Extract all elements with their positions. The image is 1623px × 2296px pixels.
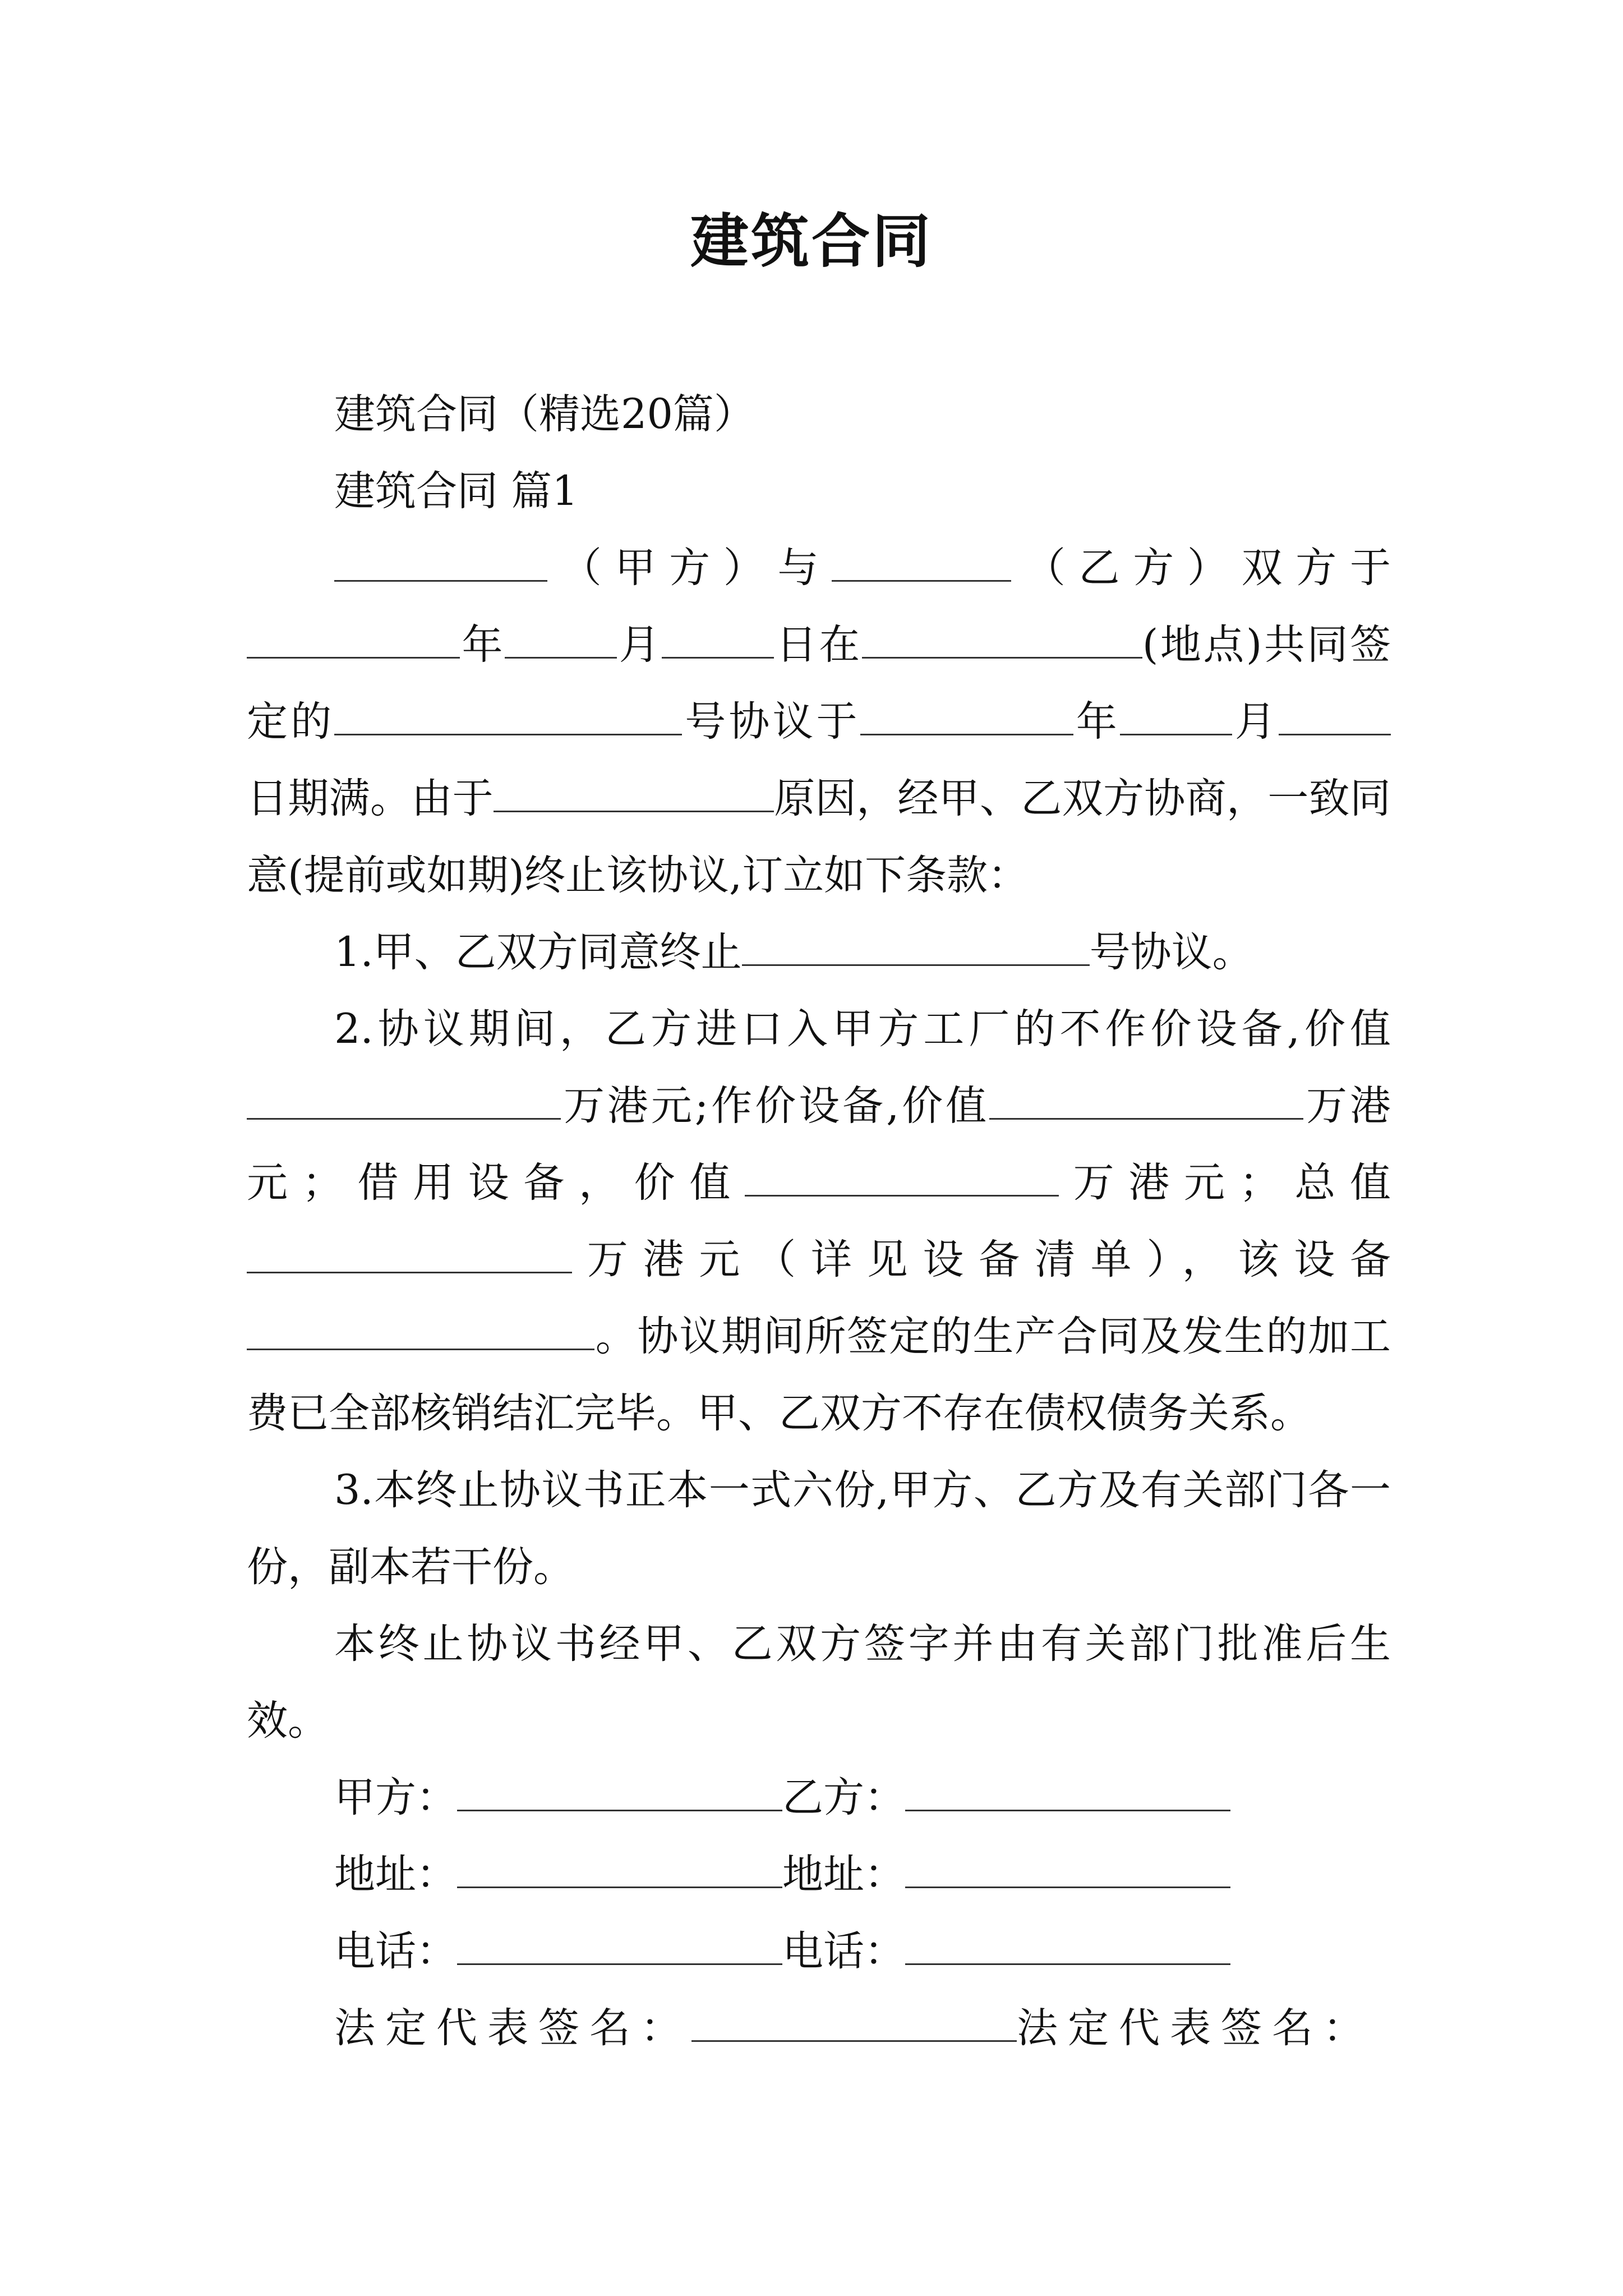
legal-rep-b-label: 法定代表签名： <box>1017 2004 1374 2052</box>
phone-a-blank <box>457 1926 782 1965</box>
blank-equipment-disposal <box>247 1312 594 1350</box>
text-segment: 月 <box>617 621 662 669</box>
blank-year <box>247 620 460 659</box>
document-body <box>247 376 1391 2067</box>
signature-row-party <box>247 1759 1391 1836</box>
party-b-blank <box>905 1773 1230 1811</box>
party-b-label: 乙方： <box>782 1774 905 1821</box>
blank-borrowed-equipment-value <box>745 1158 1059 1197</box>
party-a-label: 甲方： <box>334 1774 457 1821</box>
clause-1 <box>247 914 1391 991</box>
blank-party-b <box>832 543 1011 582</box>
blank-total-value <box>247 1235 572 1273</box>
blank-party-a <box>334 543 547 582</box>
text-segment: (地点)共同签定的 <box>247 621 1391 746</box>
text-segment: 年 <box>460 621 505 669</box>
blank-day <box>662 620 774 659</box>
blank-agreement-number <box>742 927 1090 966</box>
blank-expiry-year <box>860 697 1073 735</box>
party-a-blank <box>457 1773 782 1811</box>
text-segment: 日在 <box>774 621 862 669</box>
phone-b-blank <box>905 1926 1230 1965</box>
text-segment: （甲方）与 <box>547 544 832 592</box>
address-b-blank <box>905 1849 1230 1888</box>
blank-priced-equipment-value <box>989 1081 1303 1120</box>
blank-agreement-number <box>334 697 682 735</box>
text-segment: （乙方）双方于 <box>1011 544 1391 592</box>
text-segment: 1.甲、乙双方同意终止 <box>334 928 742 976</box>
signature-row-address <box>247 1836 1391 1913</box>
address-b-label: 地址： <box>782 1851 905 1898</box>
document-title: 建筑合同 <box>690 206 933 275</box>
text-segment: 万港元；总值 <box>1059 1159 1391 1207</box>
text-segment: 万港元;作价设备,价值 <box>561 1082 990 1130</box>
text-segment: 号协议于 <box>682 698 860 746</box>
phone-b-label: 电话： <box>782 1927 905 1975</box>
effect-clause: 本终止协议书经甲、乙双方签字并由有关部门批准后生效。 <box>247 1620 1391 1745</box>
blank-expiry-month <box>1120 697 1232 735</box>
legal-rep-a-label: 法定代表签名： <box>334 2004 691 2052</box>
clause-2 <box>247 991 1391 1452</box>
text-segment: 号协议。 <box>1089 928 1253 976</box>
blank-month <box>505 620 617 659</box>
section-heading: 建筑合同 篇1 <box>334 467 578 515</box>
address-a-blank <box>457 1849 782 1888</box>
text-segment: 原因，经甲、乙双方协商，一致同意(提前或如期)终止该协议,订立如下条款： <box>247 775 1391 899</box>
phone-a-label: 电话： <box>334 1927 457 1975</box>
blank-expiry-day <box>1279 697 1391 735</box>
subtitle: 建筑合同（精选20篇） <box>334 390 755 438</box>
text-segment: 万港元；借用设备，价值 <box>247 1082 1391 1207</box>
blank-reason <box>494 774 774 812</box>
address-a-label: 地址： <box>334 1851 457 1898</box>
text-segment: 日期满。由于 <box>247 775 494 822</box>
signature-row-legal-rep <box>247 1990 1391 2067</box>
text-segment: 月 <box>1232 698 1279 746</box>
blank-unpriced-equipment-value <box>247 1081 561 1120</box>
text-segment: 年 <box>1073 698 1120 746</box>
legal-rep-a-blank <box>691 2003 1017 2042</box>
clause-3: 3.本终止协议书正本一式六份,甲方、乙方及有关部门各一份，副本若干份。 <box>247 1466 1391 1591</box>
text-segment: 万港元（详见设备清单），该设备 <box>572 1236 1391 1283</box>
text-segment: 。协议期间所签定的生产合同及发生的加工费已全部核销结汇完毕。甲、乙双方不存在债权债务关系。 <box>247 1313 1391 1437</box>
signature-row-phone <box>247 1913 1391 1990</box>
paragraph-termination-intro <box>247 530 1391 914</box>
text-segment: 2.协议期间，乙方进口入甲方工厂的不作价设备,价值 <box>334 1005 1391 1053</box>
blank-location <box>862 620 1142 659</box>
